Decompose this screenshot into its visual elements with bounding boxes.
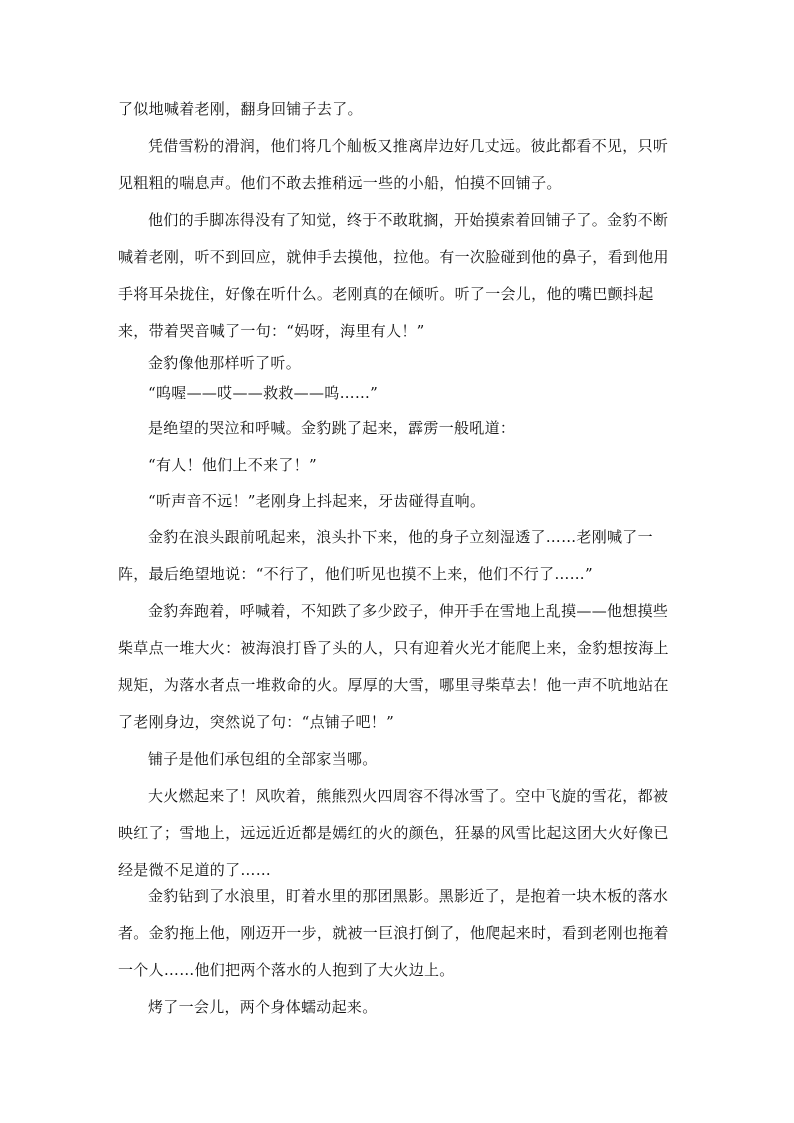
paragraph-7: “有人！他们上不来了！” xyxy=(148,456,317,474)
paragraph-3: 他们的手脚冻得没有了知觉，终于不敢耽搁，开始摸索着回铺子了。金豹不断喊着老刚，听不到回应，就伸手去摸他，拉他。有一次脸碰到他的鼻子，看到他用手将耳朵拢住，好像在听什么。老刚真的在倾听。听了一会儿，他的嘴巴颤抖起来，带着哭音喊了一句：“妈呀，海里有人！” xyxy=(118,211,669,340)
paragraph-11: 铺子是他们承包组的全部家当哪。 xyxy=(148,750,378,768)
paragraph-4: 金豹像他那样听了听。 xyxy=(148,354,302,372)
paragraph-8: “听声音不远！”老刚身上抖起来，牙齿碰得直响。 xyxy=(148,492,486,510)
paragraph-10: 金豹奔跑着，呼喊着，不知跌了多少跤子，伸开手在雪地上乱摸——他想摸些柴草点一堆大火：被海浪打昏了头的人，只有迎着火光才能爬上来，金豹想按海上规矩，为落水者点一堆救命的火。厚厚的大雪，哪里寻柴草去！他一声不吭地站在了老刚身边，突然说了句：“点铺子吧！” xyxy=(118,602,669,731)
paragraph-2: 凭借雪粉的滑润，他们将几个舢板又推离岸边好几丈远。彼此都看不见，只听见粗粗的喘息声。他们不敢去推稍远一些的小船，怕摸不回铺子。 xyxy=(118,137,669,192)
paragraph-9: 金豹在浪头跟前吼起来，浪头扑下来，他的身子立刻湿透了……老刚喊了一阵，最后绝望地说：“不行了，他们听见也摸不上来，他们不行了……” xyxy=(118,528,653,583)
paragraph-5: “呜喔——哎——救救——呜……” xyxy=(148,384,379,402)
paragraph-6: 是绝望的哭泣和呼喊。金豹跳了起来，霹雳一般吼道： xyxy=(148,419,516,437)
paragraph-12: 大火燃起来了！风吹着，熊熊烈火四周容不得冰雪了。空中飞旋的雪花，都被映红了；雪地上，远远近近都是嫣红的火的颜色，狂暴的风雪比起这团大火好像已经是微不足道的了…… xyxy=(118,787,669,879)
paragraph-14: 烤了一会儿，两个身体蠕动起来。 xyxy=(148,998,378,1016)
paragraph-13: 金豹钻到了水浪里，盯着水里的那团黑影。黑影近了，是抱着一块木板的落水者。金豹拖上他，刚迈开一步，就被一巨浪打倒了，他爬起来时，看到老刚也拖着一个人……他们把两个落水的人抱到了大火边上。 xyxy=(118,887,669,979)
paragraph-1: 了似地喊着老刚，翻身回铺子去了。 xyxy=(118,100,363,118)
